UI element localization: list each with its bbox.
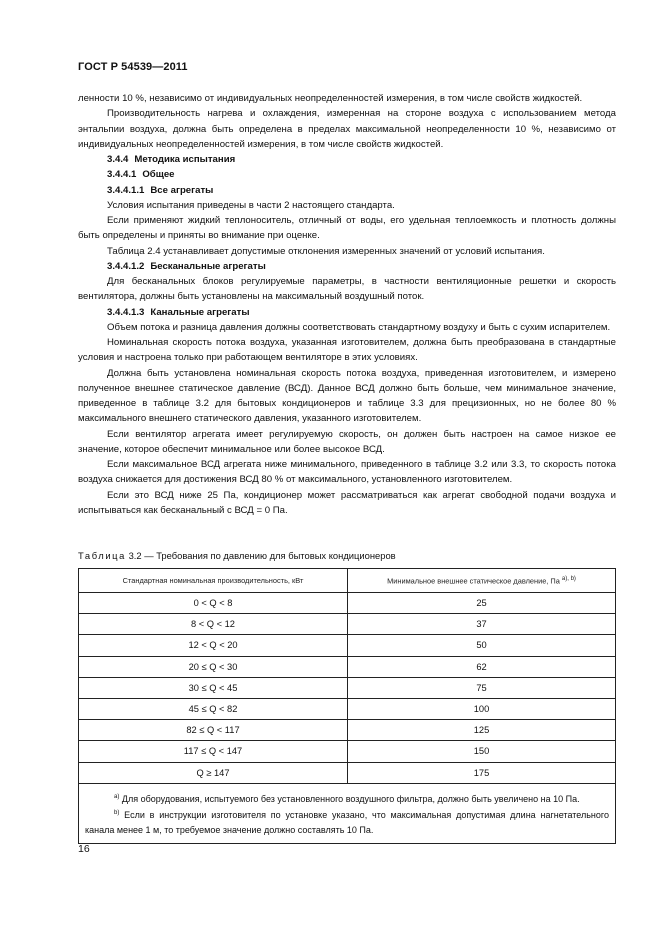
table-footnote (85, 790, 609, 807)
body-paragraph: Если это ВСД ниже 25 Па, кондиционер может рассматриваться как агрегат свободной подачи воздуха и испытываться как бесканальный с ВСД = 0 Па. (78, 489, 616, 516)
body-paragraph: Объем потока и разница давления должны соответствовать стандартному воздуху и быть с сухим испарителем. (107, 321, 611, 333)
column-header-pressure-footnote-marks: a), b) (561, 575, 576, 582)
body-paragraph: Производительность нагрева и охлаждения, измеренная на стороне воздуха с использованием метода энтальпии воздуха, должна быть определена в пределах максимальной неопределенности 10 %, независимо от индивидуальных неопределенностей измерения, в том числе свойств жидкостей. (78, 108, 616, 150)
table-caption (78, 550, 396, 561)
section-heading (78, 259, 616, 274)
capacity-range-cell: 12 < Q < 20 (79, 635, 348, 656)
footnote-mark: a) (114, 793, 120, 800)
body-paragraph: Если вентилятор агрегата имеет регулируемую скорость, он должен быть настроен на самое низкое ее значение, которое обеспечит минимальное или более высокое ВСД. (78, 428, 616, 455)
section-heading (78, 305, 616, 320)
capacity-range-cell: 45 ≤ Q < 82 (79, 698, 348, 719)
pressure-value-cell: 125 (348, 720, 616, 741)
pressure-value-cell: 75 (348, 677, 616, 698)
body-paragraph: Если применяют жидкий теплоноситель, отличный от воды, его удельная теплоемкость и плотность должны быть определены и приняты во внимание при оценке. (78, 215, 616, 242)
section-number: 3.4.4.1.2 (107, 260, 145, 272)
footnote-mark: b) (114, 810, 120, 817)
body-text (78, 91, 616, 518)
column-header-pressure-text: Минимальное внешнее статическое давление, Па (387, 576, 560, 586)
table-row (79, 593, 616, 614)
pressure-value-cell: 100 (348, 698, 616, 719)
table-row (79, 677, 616, 698)
body-paragraph: Номинальная скорость потока воздуха, указанная изготовителем, должна быть преобразована в стандартные условия и настроена только при работающем вентиляторе в этих условиях. (78, 337, 616, 364)
capacity-range-cell: 20 ≤ Q < 30 (79, 656, 348, 677)
capacity-range-cell: 8 < Q < 12 (79, 614, 348, 635)
body-paragraph: Условия испытания приведены в части 2 настоящего стандарта. (107, 199, 395, 211)
section-heading (78, 183, 616, 198)
capacity-range-cell: Q ≥ 147 (79, 762, 348, 783)
capacity-range-cell: 82 ≤ Q < 117 (79, 720, 348, 741)
page-number: 16 (78, 843, 90, 855)
table-caption-label: Таблица (78, 550, 126, 561)
column-header-pressure (348, 569, 616, 593)
capacity-range-cell: 30 ≤ Q < 45 (79, 677, 348, 698)
body-paragraph: Таблица 2.4 устанавливает допустимые отклонения измеренных значений от условий испытания. (107, 245, 545, 257)
table-notes (79, 783, 616, 844)
section-title: Общее (142, 169, 175, 181)
footnote-text: Если в инструкции изготовителя по установке указано, что максимальная допустимая длина нагнетательного канала менее 1 м, то требуемое значение должно составлять 10 Па. (85, 810, 609, 835)
table-row (79, 741, 616, 762)
body-paragraph: Должна быть установлена номинальная скорость потока воздуха, приведенная изготовителем, и измерено полученное внешнее статическое давление (ВСД). Данное ВСД должно быть больше, чем минимальное значение, приведенное в таблице 3.2 для бытовых кондиционеров и таблице 3.3 для прецизионных, но не более 80 % максимального внешнего статического давления, указанного изготовителем. (78, 367, 616, 425)
table-header-row (79, 569, 616, 593)
footnote-text: Для оборудования, испытуемого без установленного воздушного фильтра, должно быть увеличено на 10 Па. (119, 793, 580, 804)
pressure-value-cell: 150 (348, 741, 616, 762)
table-row (79, 762, 616, 783)
pressure-requirements-table (78, 568, 616, 844)
capacity-range-cell: 0 < Q < 8 (79, 593, 348, 614)
table-row (79, 635, 616, 656)
section-number: 3.4.4.1.1 (107, 184, 145, 196)
table-row (79, 656, 616, 677)
body-paragraph: Для бесканальных блоков регулируемые параметры, в частности вентиляционные решетки и скорость вентилятора, должны быть установлены на максимальный воздушный поток. (78, 276, 616, 303)
capacity-range-cell: 117 ≤ Q < 147 (79, 741, 348, 762)
section-number: 3.4.4.1.3 (107, 306, 145, 318)
column-header-capacity: Стандартная номинальная производительность, кВт (79, 569, 348, 593)
table-caption-number: 3.2 (128, 550, 142, 561)
table-row (79, 698, 616, 719)
document-header: ГОСТ Р 54539—2011 (78, 61, 188, 73)
section-title: Канальные агрегаты (150, 306, 250, 318)
section-number: 3.4.4 (107, 154, 129, 165)
pressure-value-cell: 175 (348, 762, 616, 783)
body-paragraph: ленности 10 %, независимо от индивидуальных неопределенностей измерения, в том числе свойств жидкостей. (78, 93, 583, 104)
table-caption-text: — Требования по давлению для бытовых кондиционеров (141, 550, 396, 561)
body-paragraph: Если максимальное ВСД агрегата ниже минимального, приведенного в таблице 3.2 или 3.3, то скорость потока воздуха снижается для достижения ВСД 80 % от максимального, установленного изготовителем. (78, 459, 616, 486)
table-row (79, 614, 616, 635)
pressure-value-cell: 25 (348, 593, 616, 614)
table-row (79, 720, 616, 741)
table-notes-row (79, 783, 616, 844)
pressure-value-cell: 62 (348, 656, 616, 677)
pressure-value-cell: 50 (348, 635, 616, 656)
section-number: 3.4.4.1 (107, 169, 137, 181)
section-heading (78, 152, 616, 167)
table-footnote (85, 806, 609, 837)
section-title: Бесканальные агрегаты (150, 260, 266, 272)
pressure-value-cell: 37 (348, 614, 616, 635)
section-heading (78, 167, 616, 182)
section-title: Методика испытания (134, 154, 236, 165)
section-title: Все агрегаты (150, 184, 214, 196)
